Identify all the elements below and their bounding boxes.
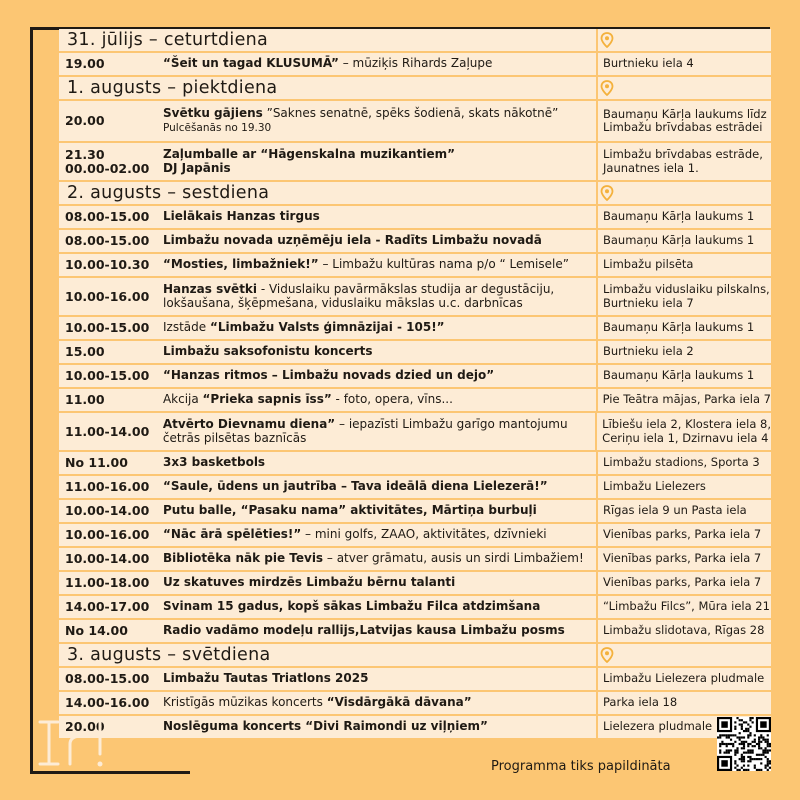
event-time — [59, 365, 163, 387]
event-description — [163, 716, 596, 738]
event-detail-text: Kristīgās mūzikas koncerts — [163, 695, 327, 710]
event-location-line: “Limbažu Filcs”, Mūra iela 21 — [603, 599, 770, 614]
event-time-line: 11.00-16.00 — [65, 479, 150, 494]
event-location-line: Vienības parks, Parka iela 7 — [603, 527, 762, 542]
event-location-line: Limbažu brīvdabas estrāde, — [603, 147, 763, 161]
event-description-line — [163, 148, 596, 162]
event-description — [163, 230, 596, 252]
event-detail-text: Akcija — [162, 392, 203, 407]
day-header — [59, 77, 771, 99]
event-location-line: Baumaņu Kārļa laukums 1 — [603, 320, 755, 335]
event-time-line: 19.00 — [65, 56, 105, 71]
event-location — [596, 620, 771, 642]
event-row — [59, 548, 771, 570]
location-pin-icon — [596, 29, 771, 51]
event-time-line: 21.30 — [65, 146, 105, 162]
day-header — [59, 29, 771, 51]
event-location — [596, 317, 771, 339]
event-row — [59, 500, 771, 522]
event-title-text: “Saule, ūdens un jautrība – Tava ideālā diena Lielezerā!” — [163, 479, 548, 494]
event-location — [596, 476, 771, 498]
event-title-text: Putu balle, “Pasaku nama” aktivitātes, Mārtiņa burbuļi — [163, 503, 537, 518]
event-row — [59, 254, 771, 276]
event-description-line — [163, 258, 596, 272]
event-description-line — [163, 57, 596, 71]
event-title-text: Uz skatuves mirdzēs Limbažu bērnu talanti — [163, 575, 456, 590]
event-title-text: “Visdārgākā dāvana” — [326, 695, 472, 710]
event-location — [596, 365, 771, 387]
event-description-line — [163, 297, 596, 311]
event-location-line: Vienības parks, Parka iela 7 — [603, 551, 762, 566]
event-time — [59, 572, 163, 594]
event-time-line: 20.00 — [65, 113, 105, 128]
event-location-line: Limbažu stadions, Sporta 3 — [603, 455, 760, 470]
event-description-line — [163, 345, 596, 359]
event-title-text: “Limbažu Valsts ģimnāzijai - 105!” — [209, 320, 445, 335]
event-time — [59, 389, 163, 411]
event-location-line: Jaunatnes iela 1. — [603, 160, 699, 175]
event-time-line: 10.00-14.00 — [65, 503, 150, 518]
event-location-line: Rīgas iela 9 un Pasta iela — [603, 503, 747, 518]
event-row — [59, 716, 771, 738]
event-location-line: Burtnieku iela 7 — [603, 295, 694, 310]
event-row — [59, 476, 771, 498]
event-time-line: 11.00-18.00 — [65, 575, 150, 590]
event-detail-text: Izstāde — [163, 320, 210, 335]
program-note: Programma tiks papildināta — [491, 759, 671, 774]
event-description — [163, 548, 596, 570]
event-description — [163, 317, 596, 339]
event-description — [163, 692, 596, 714]
event-time-line: 08.00-15.00 — [65, 209, 150, 224]
event-detail-text: - Viduslaiku pavārmākslas studija ar degustāciju, — [257, 282, 555, 296]
event-description — [163, 524, 596, 546]
event-description-line — [163, 624, 596, 638]
event-location — [596, 278, 771, 315]
event-time — [59, 620, 163, 642]
event-time-line: 10.00-10.30 — [65, 257, 150, 272]
event-time-line: 11.00-14.00 — [65, 423, 150, 439]
event-location-line: Limbažu pilsēta — [603, 257, 694, 272]
event-time — [59, 53, 163, 75]
event-time — [59, 254, 163, 276]
event-title-text: “Nāc ārā spēlēties!” — [163, 527, 302, 542]
event-description — [163, 668, 596, 690]
event-location-line: Limbažu viduslaiku pilskalns, — [603, 282, 770, 296]
event-description-line — [163, 234, 596, 248]
event-row — [59, 692, 771, 714]
event-time-line: 00.00-02.00 — [65, 160, 150, 176]
event-title-text: Svētku gājiens — [163, 106, 263, 120]
event-location — [596, 572, 771, 594]
event-time — [59, 317, 163, 339]
event-title-text: Atvērto Dievnamu diena” — [162, 417, 336, 431]
event-location-line: Baumaņu Kārļa laukums 1 — [603, 368, 755, 383]
event-description — [163, 365, 596, 387]
event-location — [595, 413, 771, 450]
event-description-line — [163, 121, 596, 136]
location-pin-icon — [596, 77, 771, 99]
event-location-line: Ceriņu iela 1, Dzirnavu iela 4 — [602, 430, 769, 445]
event-location-line: Lielezera pludmale — [603, 719, 713, 734]
event-location-line: Limbažu Lielezera pludmale — [603, 671, 765, 686]
event-title-text: Limbažu saksofonistu koncerts — [163, 344, 373, 359]
event-description-line — [163, 107, 596, 121]
qr-code[interactable] — [717, 717, 771, 771]
event-location — [596, 596, 771, 618]
event-description-line — [163, 696, 596, 710]
event-row — [59, 572, 771, 594]
event-location-line: Burtnieku iela 2 — [603, 344, 694, 359]
event-description-line — [163, 321, 596, 335]
event-title-text: Hanzas svētki — [163, 282, 258, 296]
event-description — [163, 278, 596, 315]
event-time-line: 10.00-15.00 — [65, 368, 150, 383]
event-title-text: 3x3 basketbols — [163, 455, 266, 470]
event-row — [59, 278, 771, 315]
event-time-line: 11.00 — [65, 392, 105, 407]
day-title: 31. jūlijs – ceturtdiena — [67, 30, 269, 50]
location-pin-icon — [596, 644, 771, 666]
event-title-text: Noslēguma koncerts “Divi Raimondi uz viļņiem” — [163, 719, 488, 734]
event-location — [596, 548, 771, 570]
event-time-line: 10.00-15.00 — [65, 320, 150, 335]
event-description-line — [163, 393, 596, 407]
event-location-line: Baumaņu Kārļa laukums līdz — [603, 106, 767, 121]
event-location-line: Limbažu slidotava, Rīgas 28 — [603, 623, 765, 638]
event-description-line — [163, 600, 596, 614]
event-detail-text: – atver grāmatu, ausis un sirdi Limbažiem! — [323, 551, 584, 566]
event-description — [163, 143, 596, 180]
event-title-text: Radio vadāmo modeļu rallijs,Latvijas kausa Limbažu posms — [163, 623, 565, 638]
event-row — [59, 389, 771, 411]
event-time-line: 08.00-15.00 — [65, 233, 150, 248]
event-location — [596, 389, 771, 411]
ir-logo — [36, 716, 126, 772]
event-description-line — [163, 576, 596, 590]
event-row — [59, 101, 771, 141]
event-description — [163, 341, 596, 363]
event-row — [59, 365, 771, 387]
event-detail-text: – mini golfs, ZAAO, aktivitātes, dzīvnieki — [301, 527, 547, 542]
event-description — [163, 476, 596, 498]
event-description-line — [163, 672, 596, 686]
event-location-line: Baumaņu Kārļa laukums 1 — [603, 233, 755, 248]
event-description-line — [163, 418, 595, 432]
event-title-text: Bibliotēka nāk pie Tevis — [163, 551, 324, 566]
event-schedule — [59, 29, 771, 740]
event-location — [596, 254, 771, 276]
event-title-text: “Prieka sapnis īss” — [202, 392, 332, 407]
event-time — [59, 476, 163, 498]
event-description-line — [163, 162, 596, 176]
event-time-line: 15.00 — [65, 344, 105, 359]
event-description-line — [163, 369, 596, 383]
event-description-line — [163, 456, 596, 470]
event-description — [163, 389, 596, 411]
event-title-text: “Hanzas ritmos – Limbažu novads dzied un dejo” — [163, 368, 495, 383]
event-time — [59, 500, 163, 522]
event-description-line — [163, 480, 596, 494]
event-description-line — [163, 210, 596, 224]
event-location-line: Limbažu Lielezers — [603, 479, 706, 494]
event-detail-text: – Limbažu kultūras nama p/o “ Lemisele” — [318, 257, 569, 272]
event-title-text: Lielākais Hanzas tirgus — [163, 209, 320, 224]
event-location — [596, 230, 771, 252]
event-location-line: Baumaņu Kārļa laukums 1 — [603, 209, 755, 224]
event-location-line: Pie Teātra mājas, Parka iela 7 — [602, 392, 771, 407]
event-description — [163, 596, 596, 618]
event-title-text: “Šeit un tagad KLUSUMĀ” — [163, 56, 339, 71]
event-location-line: Burtnieku iela 4 — [603, 56, 694, 71]
event-time-line: 10.00-16.00 — [65, 288, 150, 304]
event-title-text: Svinam 15 gadus, kopš sākas Limbažu Filca atdzimšana — [163, 599, 541, 614]
frame-left-line — [30, 27, 33, 774]
event-time-line: 14.00-17.00 — [65, 599, 150, 614]
event-description — [163, 101, 596, 141]
event-time — [59, 524, 163, 546]
event-time — [59, 668, 163, 690]
event-row — [59, 524, 771, 546]
event-time — [59, 452, 163, 474]
event-description — [163, 53, 596, 75]
event-time — [59, 341, 163, 363]
event-detail-text: lokšaušana, šķēpmešana, viduslaiku mākslas u.c. darbnīcas — [163, 295, 523, 310]
event-description-line — [163, 552, 596, 566]
event-location — [596, 101, 771, 141]
event-time-line: 08.00-15.00 — [65, 671, 150, 686]
event-row — [59, 596, 771, 618]
event-time-line: 10.00-14.00 — [65, 551, 150, 566]
event-time — [59, 596, 163, 618]
event-row — [59, 206, 771, 228]
event-time — [59, 692, 163, 714]
event-time — [59, 143, 163, 180]
event-description-line — [163, 432, 595, 446]
event-location — [596, 668, 771, 690]
event-detail-text: - foto, opera, vīns... — [331, 392, 453, 407]
event-location — [596, 53, 771, 75]
event-detail-text: četrās pilsētas baznīcās — [162, 430, 307, 445]
event-title-text: “Mosties, limbažniek!” — [163, 257, 319, 272]
event-time-line: No 11.00 — [65, 455, 128, 470]
event-row — [59, 230, 771, 252]
event-row — [59, 452, 771, 474]
event-time-line: 10.00-16.00 — [65, 527, 150, 542]
event-location-line: Vienības parks, Parka iela 7 — [603, 575, 762, 590]
event-location — [596, 500, 771, 522]
event-location — [596, 206, 771, 228]
day-header — [59, 644, 771, 666]
event-row — [59, 668, 771, 690]
event-time — [59, 206, 163, 228]
event-row — [59, 341, 771, 363]
event-time-line: No 14.00 — [65, 623, 128, 638]
event-location — [596, 143, 771, 180]
event-time-line: 20.00 — [65, 719, 105, 734]
event-title-text: Limbažu novada uzņēmēju iela - Radīts Limbažu novadā — [163, 233, 542, 248]
event-description — [163, 572, 596, 594]
event-location — [596, 692, 771, 714]
event-title-text: Limbažu Tautas Triatlons 2025 — [163, 671, 369, 686]
event-description-line — [163, 720, 596, 734]
event-location — [596, 341, 771, 363]
event-time — [59, 101, 163, 141]
event-description — [163, 452, 596, 474]
event-row — [59, 143, 771, 180]
event-location-line: Lībiešu iela 2, Klostera iela 8, — [602, 417, 771, 431]
event-description — [163, 206, 596, 228]
event-detail-text: ”Saknes senatnē, spēks šodienā, skats nākotnē” — [262, 106, 559, 120]
event-row — [59, 620, 771, 642]
event-location — [596, 524, 771, 546]
event-description — [163, 620, 596, 642]
event-description-line — [163, 528, 596, 542]
event-location-line: Limbažu brīvdabas estrādei — [603, 120, 763, 134]
event-description — [163, 413, 595, 450]
event-detail-text: – mūziķis Rihards Zaļupe — [338, 56, 493, 71]
event-description-line — [163, 504, 596, 518]
event-time-line: 14.00-16.00 — [65, 695, 150, 710]
event-description — [163, 500, 596, 522]
location-pin-icon — [596, 182, 771, 204]
event-time — [59, 413, 163, 450]
day-title: 1. augusts – piektdiena — [67, 78, 278, 98]
event-location-line: Parka iela 18 — [603, 695, 678, 710]
event-row — [59, 317, 771, 339]
event-detail-text: – iepazīsti Limbažu garīgo mantojumu — [335, 417, 568, 431]
event-title-text: Zaļumballe ar “Hāgenskalna muzikantiem” — [163, 147, 455, 161]
event-row — [59, 413, 771, 450]
event-location — [596, 452, 771, 474]
event-description — [163, 254, 596, 276]
event-row — [59, 53, 771, 75]
event-time — [59, 548, 163, 570]
event-detail-text: Pulcēšanās no 19.30 — [163, 121, 272, 134]
event-time — [59, 230, 163, 252]
event-time — [59, 278, 163, 315]
day-title: 3. augusts – svētdiena — [67, 645, 271, 665]
day-header — [59, 182, 771, 204]
day-title: 2. augusts – sestdiena — [67, 183, 270, 203]
event-title-text: DJ Japānis — [163, 160, 231, 175]
event-description-line — [163, 283, 596, 297]
